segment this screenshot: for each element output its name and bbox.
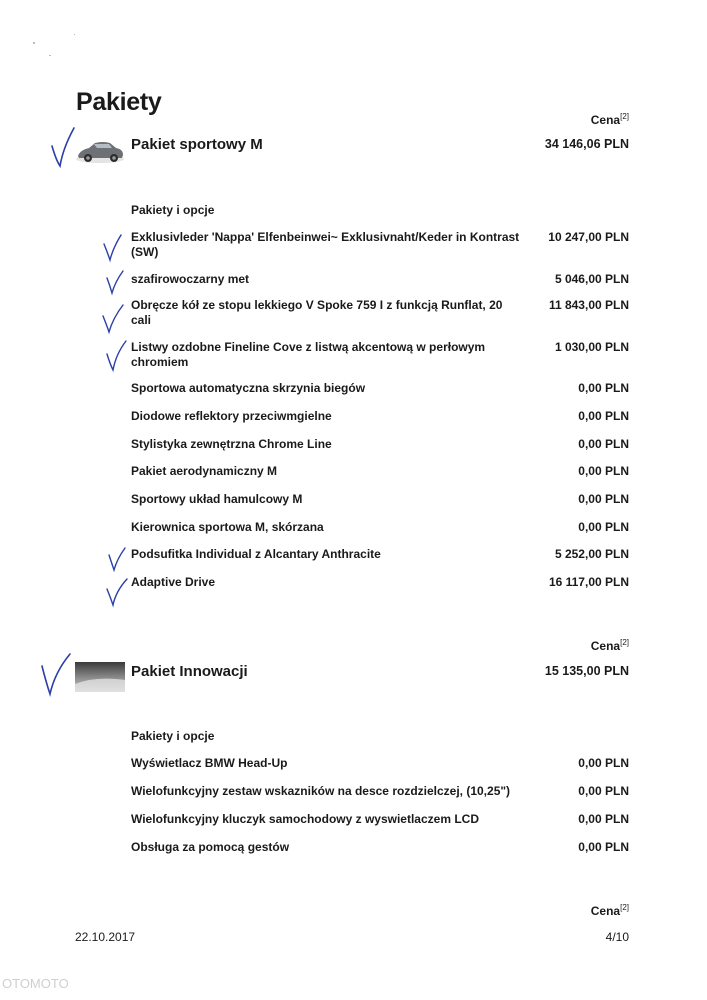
option-price: 0,00 PLN xyxy=(578,492,629,506)
option-price: 0,00 PLN xyxy=(578,437,629,451)
option-price: 16 117,00 PLN xyxy=(548,575,629,589)
option-price: 0,00 PLN xyxy=(578,409,629,423)
check-icon xyxy=(104,268,126,296)
options-heading: Pakiety i opcje xyxy=(131,203,215,217)
option-label: Listwy ozdobne Fineline Cove z listwą akcentową w perłowym chromiem xyxy=(131,340,486,369)
option-price: 0,00 PLN xyxy=(578,784,629,798)
option-price: 10 247,00 PLN xyxy=(548,230,629,244)
check-icon xyxy=(100,302,126,334)
option-price: 0,00 PLN xyxy=(578,840,629,854)
watermark: OTOMOTO xyxy=(2,976,69,991)
scan-speck xyxy=(49,55,51,56)
option-label: Wyświetlacz BMW Head-Up xyxy=(131,756,288,770)
option-price: 11 843,00 PLN xyxy=(548,298,629,312)
option-price: 0,00 PLN xyxy=(578,464,629,478)
package-price: 15 135,00 PLN xyxy=(544,664,629,678)
package-row-sport-m xyxy=(0,136,707,166)
check-icon xyxy=(104,338,130,372)
option-price: 1 030,00 PLN xyxy=(554,340,629,354)
footer-date: 22.10.2017 xyxy=(75,930,136,944)
option-label: Wielofunkcyjny kluczyk samochodowy z wyswietlaczem LCD xyxy=(131,812,479,826)
option-label: Diodowe reflektory przeciwmgielne xyxy=(131,409,332,423)
option-label: Obręcze kół ze stopu lekkiego V Spoke 759 I z funkcją Runflat, 20 cali xyxy=(131,298,503,327)
option-price: 0,00 PLN xyxy=(578,520,629,534)
option-label: Podsufitka Individual z Alcantary Anthracite xyxy=(131,547,381,561)
option-label: Pakiet aerodynamiczny M xyxy=(131,464,278,478)
option-label: Sportowy układ hamulcowy M xyxy=(131,492,303,506)
check-icon xyxy=(38,650,74,698)
option-label: Wielofunkcyjny zestaw wskazników na desce rozdzielczej, (10,25") xyxy=(131,784,511,798)
options-heading: Pakiety i opcje xyxy=(131,729,215,743)
option-label: Stylistyka zewnętrzna Chrome Line xyxy=(131,437,332,451)
price-column-header: Cena[2] xyxy=(590,112,629,127)
check-icon xyxy=(106,545,128,573)
option-price: 5 046,00 PLN xyxy=(554,272,629,286)
option-price: 0,00 PLN xyxy=(578,381,629,395)
option-price: 0,00 PLN xyxy=(578,812,629,826)
option-label: Kierownica sportowa M, skórzana xyxy=(131,520,324,534)
scan-speck xyxy=(74,34,75,35)
option-label: Obsługa za pomocą gestów xyxy=(131,840,290,854)
option-label: Sportowa automatyczna skrzynia biegów xyxy=(131,381,366,395)
page-number: 4/10 xyxy=(605,930,629,944)
option-price: 5 252,00 PLN xyxy=(554,547,629,561)
option-price: 0,00 PLN xyxy=(578,756,629,770)
option-label: szafirowoczarny met xyxy=(131,272,250,286)
innovation-thumbnail-icon xyxy=(75,662,125,692)
car-thumbnail-icon xyxy=(75,136,125,166)
option-label: Adaptive Drive xyxy=(131,575,216,589)
page-title: Pakiety xyxy=(76,88,162,116)
package-name: Pakiet sportowy M xyxy=(131,136,263,153)
check-icon xyxy=(101,232,125,262)
package-price: 34 146,06 PLN xyxy=(544,137,629,151)
option-label: Exklusivleder 'Nappa' Elfenbeinwei~ Exklusivnaht/Keder in Kontrast (SW) xyxy=(131,230,520,259)
package-row-innovation xyxy=(0,662,707,692)
price-column-header: Cena[2] xyxy=(590,638,629,653)
scan-speck xyxy=(33,42,35,44)
package-name: Pakiet Innowacji xyxy=(131,663,248,680)
check-icon xyxy=(48,124,78,170)
price-column-header: Cena[2] xyxy=(590,903,629,918)
check-icon xyxy=(104,577,130,607)
